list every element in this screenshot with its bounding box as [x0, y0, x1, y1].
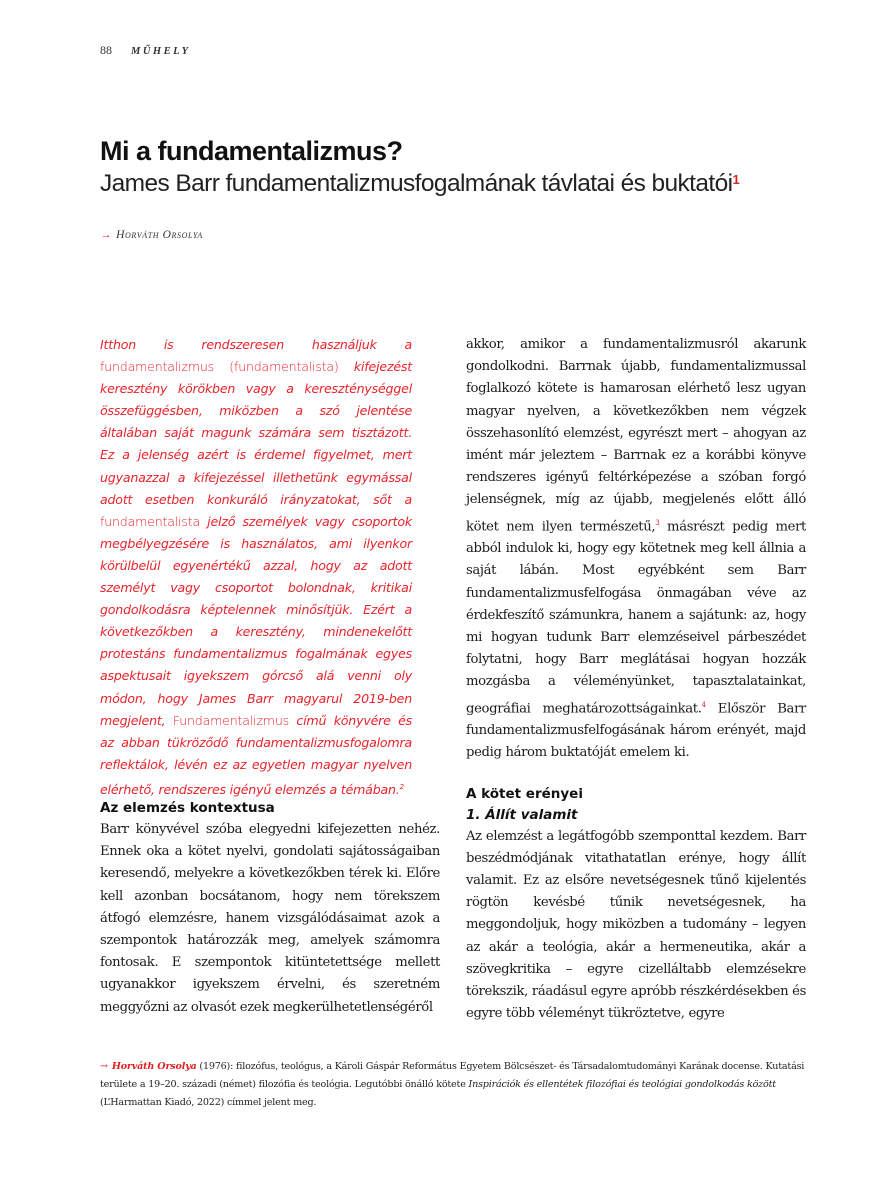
body-text: akkor, amikor a fundamentalizmusról akarunk gondolkodni. Barrnak újabb, fundamentalizmussal foglalkozó kötete is hamarosan elérhető lesz ugyan magyar nyelven, a következőkben nem végzek összehasonlító elemzést, egyrészt mert – ahogyan az imént már jeleztem – Barrnak ez a korábbi könyve rendszeres igényű feltérképezése a szóban forgó jelenségnek, míg az újabb, megjelenés előtt álló kötet nem ilyen természetű, — [466, 337, 806, 535]
footnote-ref[interactable]: 3 — [655, 518, 660, 527]
article-title: Mi a fundamentalizmus? — [100, 136, 403, 166]
body-text: másrészt pedig mert abból indulok ki, hogy egy kötetnek meg kell állnia a saját lábán. Most egyébként sem Barr fundamentalizmusfelfogása önmagában véve az érdekfeszítő számunkra, hanem a sajátunk: az, hogy mi hogyan tudunk Barr elemzéseivel párbeszédet folytatni, hogy Barr meglátásai hogyan hozzák mozgásba a véleményünket, tapasztalatainkat, geográfiai meghatározottságainkat. — [466, 519, 806, 717]
footnote-ref[interactable]: 4 — [701, 700, 706, 709]
author-note-text: (L’Harmattan Kiadó, 2022) címmel jelent meg. — [100, 1097, 317, 1108]
footnote-ref[interactable]: 2 — [399, 782, 404, 791]
subsection-heading: 1. Állít valamit — [466, 806, 578, 823]
lead-paragraph — [100, 334, 412, 801]
lead-text: című könyvére és az abban tükröződő fundamentalizmusfogalomra reflektálok, lévén ez az egyetlen magyar nyelven elérhető, rendszeres igényű elemzés a témában. — [100, 712, 412, 798]
section-label: MŰHELY — [131, 46, 191, 57]
body-paragraph — [466, 334, 806, 765]
author-name: Horváth Orsolya — [116, 229, 203, 241]
author-note-book-title: Inspirációk és ellentétek filozófiai és teológiai gondolkodás között — [468, 1079, 776, 1090]
section-heading: A kötet erényei — [466, 785, 583, 802]
author-note-name: Horváth Orsolya — [111, 1061, 197, 1072]
body-paragraph: Az elemzést a legátfogóbb szemponttal kezdem. Barr beszédmódjának vitathatatlan erénye, hogy állít valamit. Ez az elsőre nevetségesnek tűnő kijelentés rögtön kevésbé tűnik nevetségesnek, ha meggondoljuk, hogy miközben a tudomány – legyen az akár a teológia, akár a hermeneutika, akár a szövegkritika – egyre cizelláltabb elemzésekre törekszik, ráadásul egyre apróbb részkérdésekben és egyre több véleményt tükröztetve, egyre — [466, 828, 806, 1022]
author-note — [100, 1058, 810, 1112]
arrow-right-icon: → — [100, 1061, 108, 1072]
section-context — [100, 797, 440, 1019]
author-line — [100, 229, 203, 241]
lead-text: kifejezést keresztény körökben vagy a kereszténységgel összefüggésben, miközben a szó jelentése általában saját magunk számára sem tisztázott. Ez a jelenség azért is érdemel figyelmet, mert ugyanazzal a kifejezéssel illethetünk egymással adott esetben konkuráló irányzatokat, sőt a — [100, 359, 412, 507]
section-heading: Az elemzés kontextusa — [100, 800, 275, 816]
article-subtitle — [100, 170, 739, 198]
author-note-text: (1976): filozófus, teológus, a Károli Gáspár Református Egyetem Bölcsészet- és Társadalomtudományi Karának docense. Kutatási területe a 19–20. századi (német) filozófia és teológia. Legutóbbi önálló kötete — [100, 1061, 805, 1090]
lead-term: fundamentalista — [100, 513, 200, 529]
body-text: Először Barr fundamentalizmusfelfogásának három erényét, majd pedig három buktatóját emelem ki. — [466, 701, 806, 761]
left-column — [100, 334, 412, 801]
lead-text: jelző személyek vagy csoportok megbélyegzésére is használatos, ami ilyenkor körülbelül egyenértékű azzal, hogy az adott személyt vagy csoportot bolondnak, kritikai gondolkodásra képtelennek minősítjük. Ezért a következőkben a keresztény, mindenekelőtt protestáns fundamentalizmus fogalmának egyes aspektusait igyekszem górcső alá venni oly módon, hogy James Barr magyarul 2019-ben megjelent, — [100, 513, 412, 728]
footnote-ref[interactable]: 1 — [732, 172, 740, 187]
arrow-right-icon: → — [100, 229, 113, 241]
subtitle-text: James Barr fundamentalizmusfogalmának távlatai és buktatói — [100, 170, 733, 197]
lead-term: fundamentalizmus (fundamentalista) — [100, 359, 339, 375]
body-paragraph: Barr könyvével szóba elegyedni kifejezetten nehéz. Ennek oka a kötet nyelvi, gondolati sajátosságaiban keresendő, melyekre a következőkben térek ki. Előre kell azonban bocsátanom, hogy nem törekszem átfogó elemzésre, hanem vizsgálódásaimat azok a szempontok határozzák meg, amelyek számomra fontosak. E szempontok kitüntetettsége mellett ugyanakkor igyekszem érvelni, és szeretném meggyőzni az olvasót ezek megkerülhetetlenségéről — [100, 822, 440, 1015]
page-number: 88 — [100, 43, 112, 57]
lead-book-title: Fundamentalizmus — [172, 712, 289, 728]
running-head — [100, 43, 191, 58]
lead-text: Itthon is rendszeresen használjuk a — [100, 337, 412, 352]
right-column — [466, 334, 806, 1025]
